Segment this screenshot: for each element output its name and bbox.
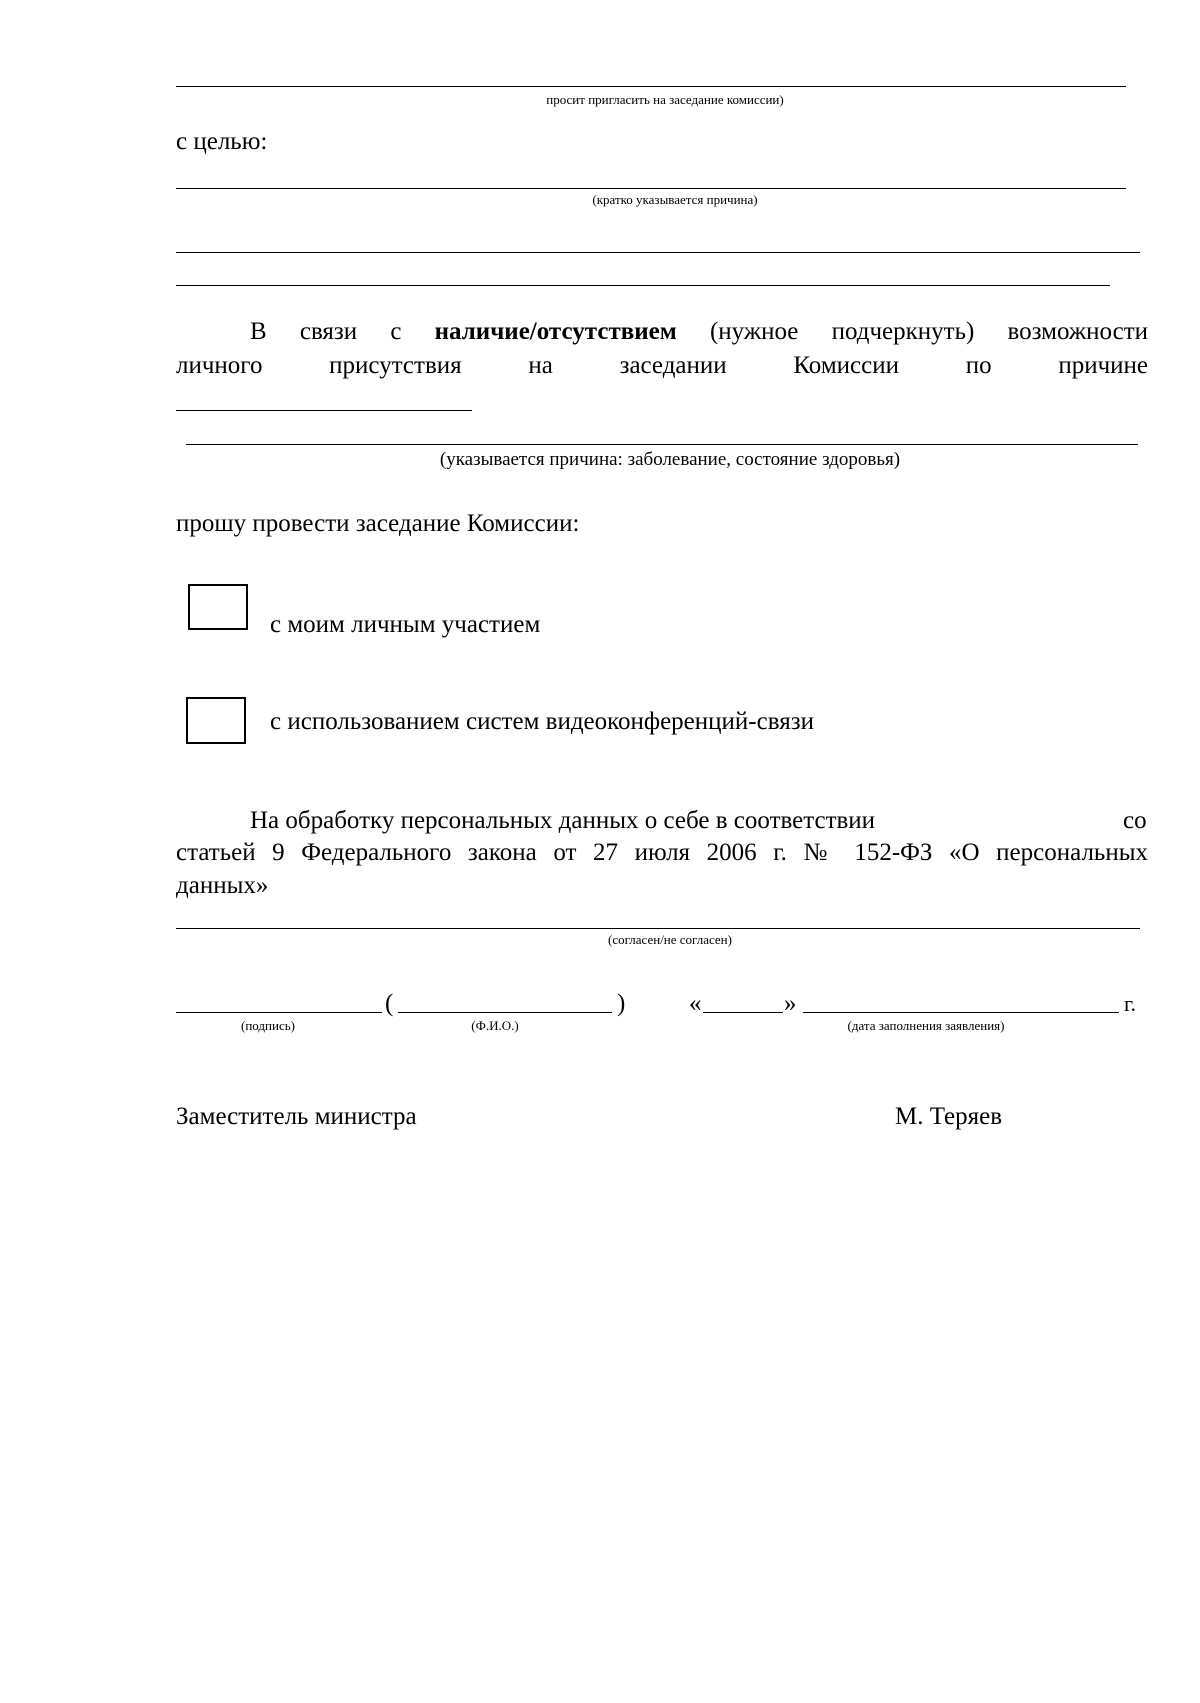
presence-reason-line[interactable] bbox=[186, 444, 1138, 445]
consent-line-1-right: со bbox=[1123, 807, 1147, 834]
presence-paragraph-line-1 bbox=[250, 316, 1148, 348]
date-caption: (дата заполнения заявления) bbox=[847, 1018, 1005, 1033]
purpose-caption: (кратко указывается причина) bbox=[592, 192, 758, 207]
presence-bold: наличие/отсутствием bbox=[434, 318, 677, 345]
signer-position: Заместитель министра bbox=[176, 1103, 417, 1130]
video-conference-label: с использованием систем видеоконференций-связи bbox=[270, 708, 814, 735]
purpose-line-1[interactable] bbox=[176, 188, 1126, 189]
fio-paren-close: ) bbox=[617, 990, 626, 1017]
fio-caption: (Ф.И.О.) bbox=[471, 1018, 519, 1033]
signer-name: М. Теряев bbox=[895, 1103, 1003, 1130]
consent-caption: (согласен/не согласен) bbox=[608, 932, 732, 947]
fio-paren-open: ( bbox=[385, 990, 394, 1017]
presence-suffix: (нужное подчеркнуть) возможности bbox=[709, 318, 1149, 345]
signature-caption: (подпись) bbox=[241, 1018, 295, 1033]
presence-word: заседании bbox=[619, 352, 727, 379]
presence-reason-line-short[interactable] bbox=[176, 410, 472, 411]
presence-word: на bbox=[528, 352, 553, 379]
presence-paragraph-line-2 bbox=[176, 350, 1148, 382]
presence-word: причине bbox=[1058, 352, 1148, 379]
consent-line-2 bbox=[176, 837, 1148, 869]
presence-prefix: В связи с bbox=[250, 318, 402, 345]
invite-caption: просит пригласить на заседание комиссии) bbox=[546, 92, 784, 107]
signature-line[interactable] bbox=[176, 1012, 382, 1013]
consent-line-1: На обработку персональных данных о себе в соответствии bbox=[250, 807, 876, 834]
purpose-label: с целью: bbox=[176, 128, 268, 155]
date-year-suffix: г. bbox=[1124, 991, 1137, 1016]
purpose-line-2[interactable] bbox=[176, 252, 1140, 253]
request-label: прошу провести заседание Комиссии: bbox=[176, 510, 580, 537]
presence-word: личного bbox=[176, 352, 263, 379]
personal-participation-checkbox[interactable] bbox=[188, 584, 248, 630]
personal-participation-label: с моим личным участием bbox=[270, 611, 541, 638]
presence-caption: (указывается причина: заболевание, состояние здоровья) bbox=[439, 449, 901, 470]
presence-word: по bbox=[965, 352, 992, 379]
date-month-year-line[interactable] bbox=[803, 1012, 1119, 1013]
invite-line[interactable] bbox=[176, 86, 1126, 87]
date-quote-open: « bbox=[689, 990, 702, 1017]
consent-line-3: данных» bbox=[176, 872, 269, 899]
fio-line[interactable] bbox=[398, 1012, 612, 1013]
video-conference-checkbox[interactable] bbox=[186, 697, 246, 744]
consent-line-2-text: статьей 9 Федерального закона от 27 июля 2006 г. № 152-ФЗ «О персональных bbox=[176, 839, 1148, 866]
presence-word: Комиссии bbox=[793, 352, 899, 379]
purpose-line-3[interactable] bbox=[176, 285, 1110, 286]
date-day-line[interactable] bbox=[703, 1012, 783, 1013]
consent-line[interactable] bbox=[176, 928, 1140, 929]
date-quote-close: » bbox=[784, 990, 797, 1017]
presence-word: присутствия bbox=[329, 352, 462, 379]
